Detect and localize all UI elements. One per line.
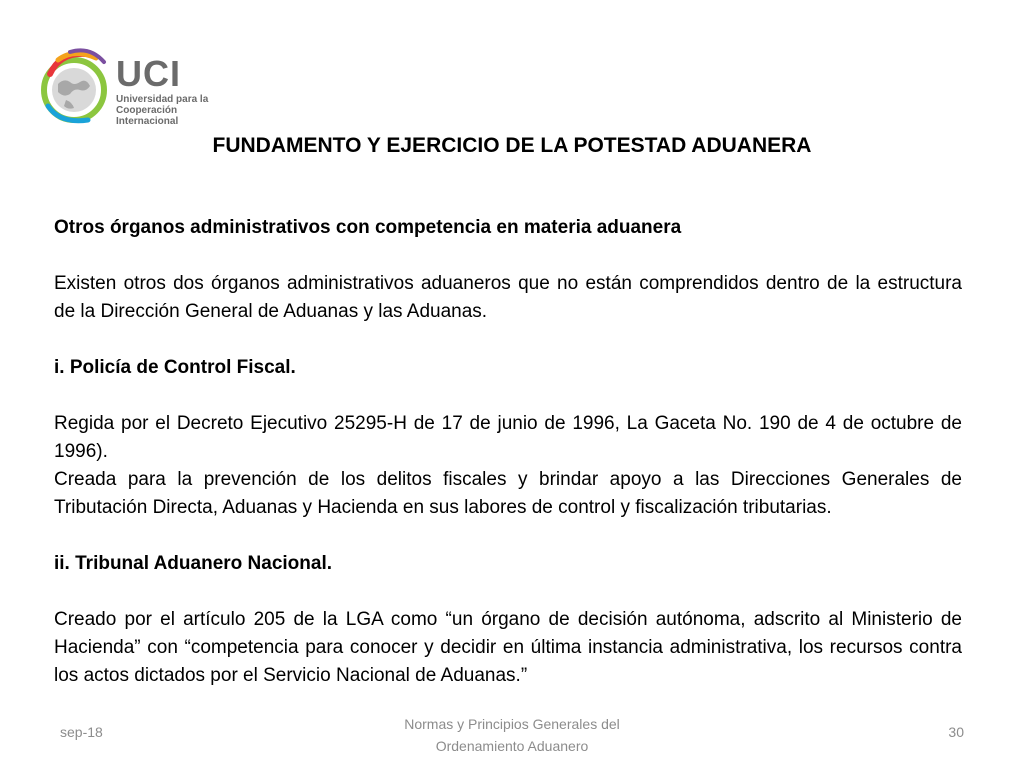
- globe-swirl-logo-icon: [40, 44, 112, 128]
- section2-paragraph1: Creado por el artículo 205 de la LGA como “un órgano de decisión autónoma, adscrito al Ministerio de Hacienda” con “competencia para conocer y decidir en última instancia administrativa, los recursos contra los actos dictados por el Servicio Nacional de Aduanas.”: [54, 609, 962, 686]
- footer-title-line1: Normas y Principios Generales del: [404, 716, 620, 732]
- footer-title-line2: Ordenamiento Aduanero: [435, 738, 589, 754]
- logo-line1: Universidad para la: [116, 94, 209, 105]
- section1-paragraph2: Creada para la prevención de los delitos fiscales y brindar apoyo a las Direcciones Generales de Tributación Directa, Aduanas y Hacienda en sus labores de control y fiscalización tributarias.: [54, 469, 962, 518]
- section1-heading: i. Policía de Control Fiscal.: [54, 357, 296, 378]
- uci-logo: [40, 44, 240, 128]
- logo-acronym: UCI: [116, 53, 181, 94]
- footer-title: [362, 713, 662, 757]
- subheading: Otros órganos administrativos con competencia en materia aduanera: [54, 217, 682, 238]
- intro-paragraph: Existen otros dos órganos administrativos aduaneros que no están comprendidos dentro de la estructura de la Dirección General de Aduanas y las Aduanas.: [54, 273, 962, 322]
- section1-paragraph1: Regida por el Decreto Ejecutivo 25295-H de 17 de junio de 1996, La Gaceta No. 190 de 4 de octubre de 1996).: [54, 413, 962, 462]
- footer-date: sep-18: [60, 724, 103, 740]
- section2-heading: ii. Tribunal Aduanero Nacional.: [54, 553, 333, 574]
- slide-body: [54, 214, 962, 690]
- page-number: 30: [948, 724, 964, 740]
- logo-line2: Cooperación Internacional: [116, 105, 179, 127]
- slide-title: FUNDAMENTO Y EJERCICIO DE LA POTESTAD ADUANERA: [212, 134, 812, 157]
